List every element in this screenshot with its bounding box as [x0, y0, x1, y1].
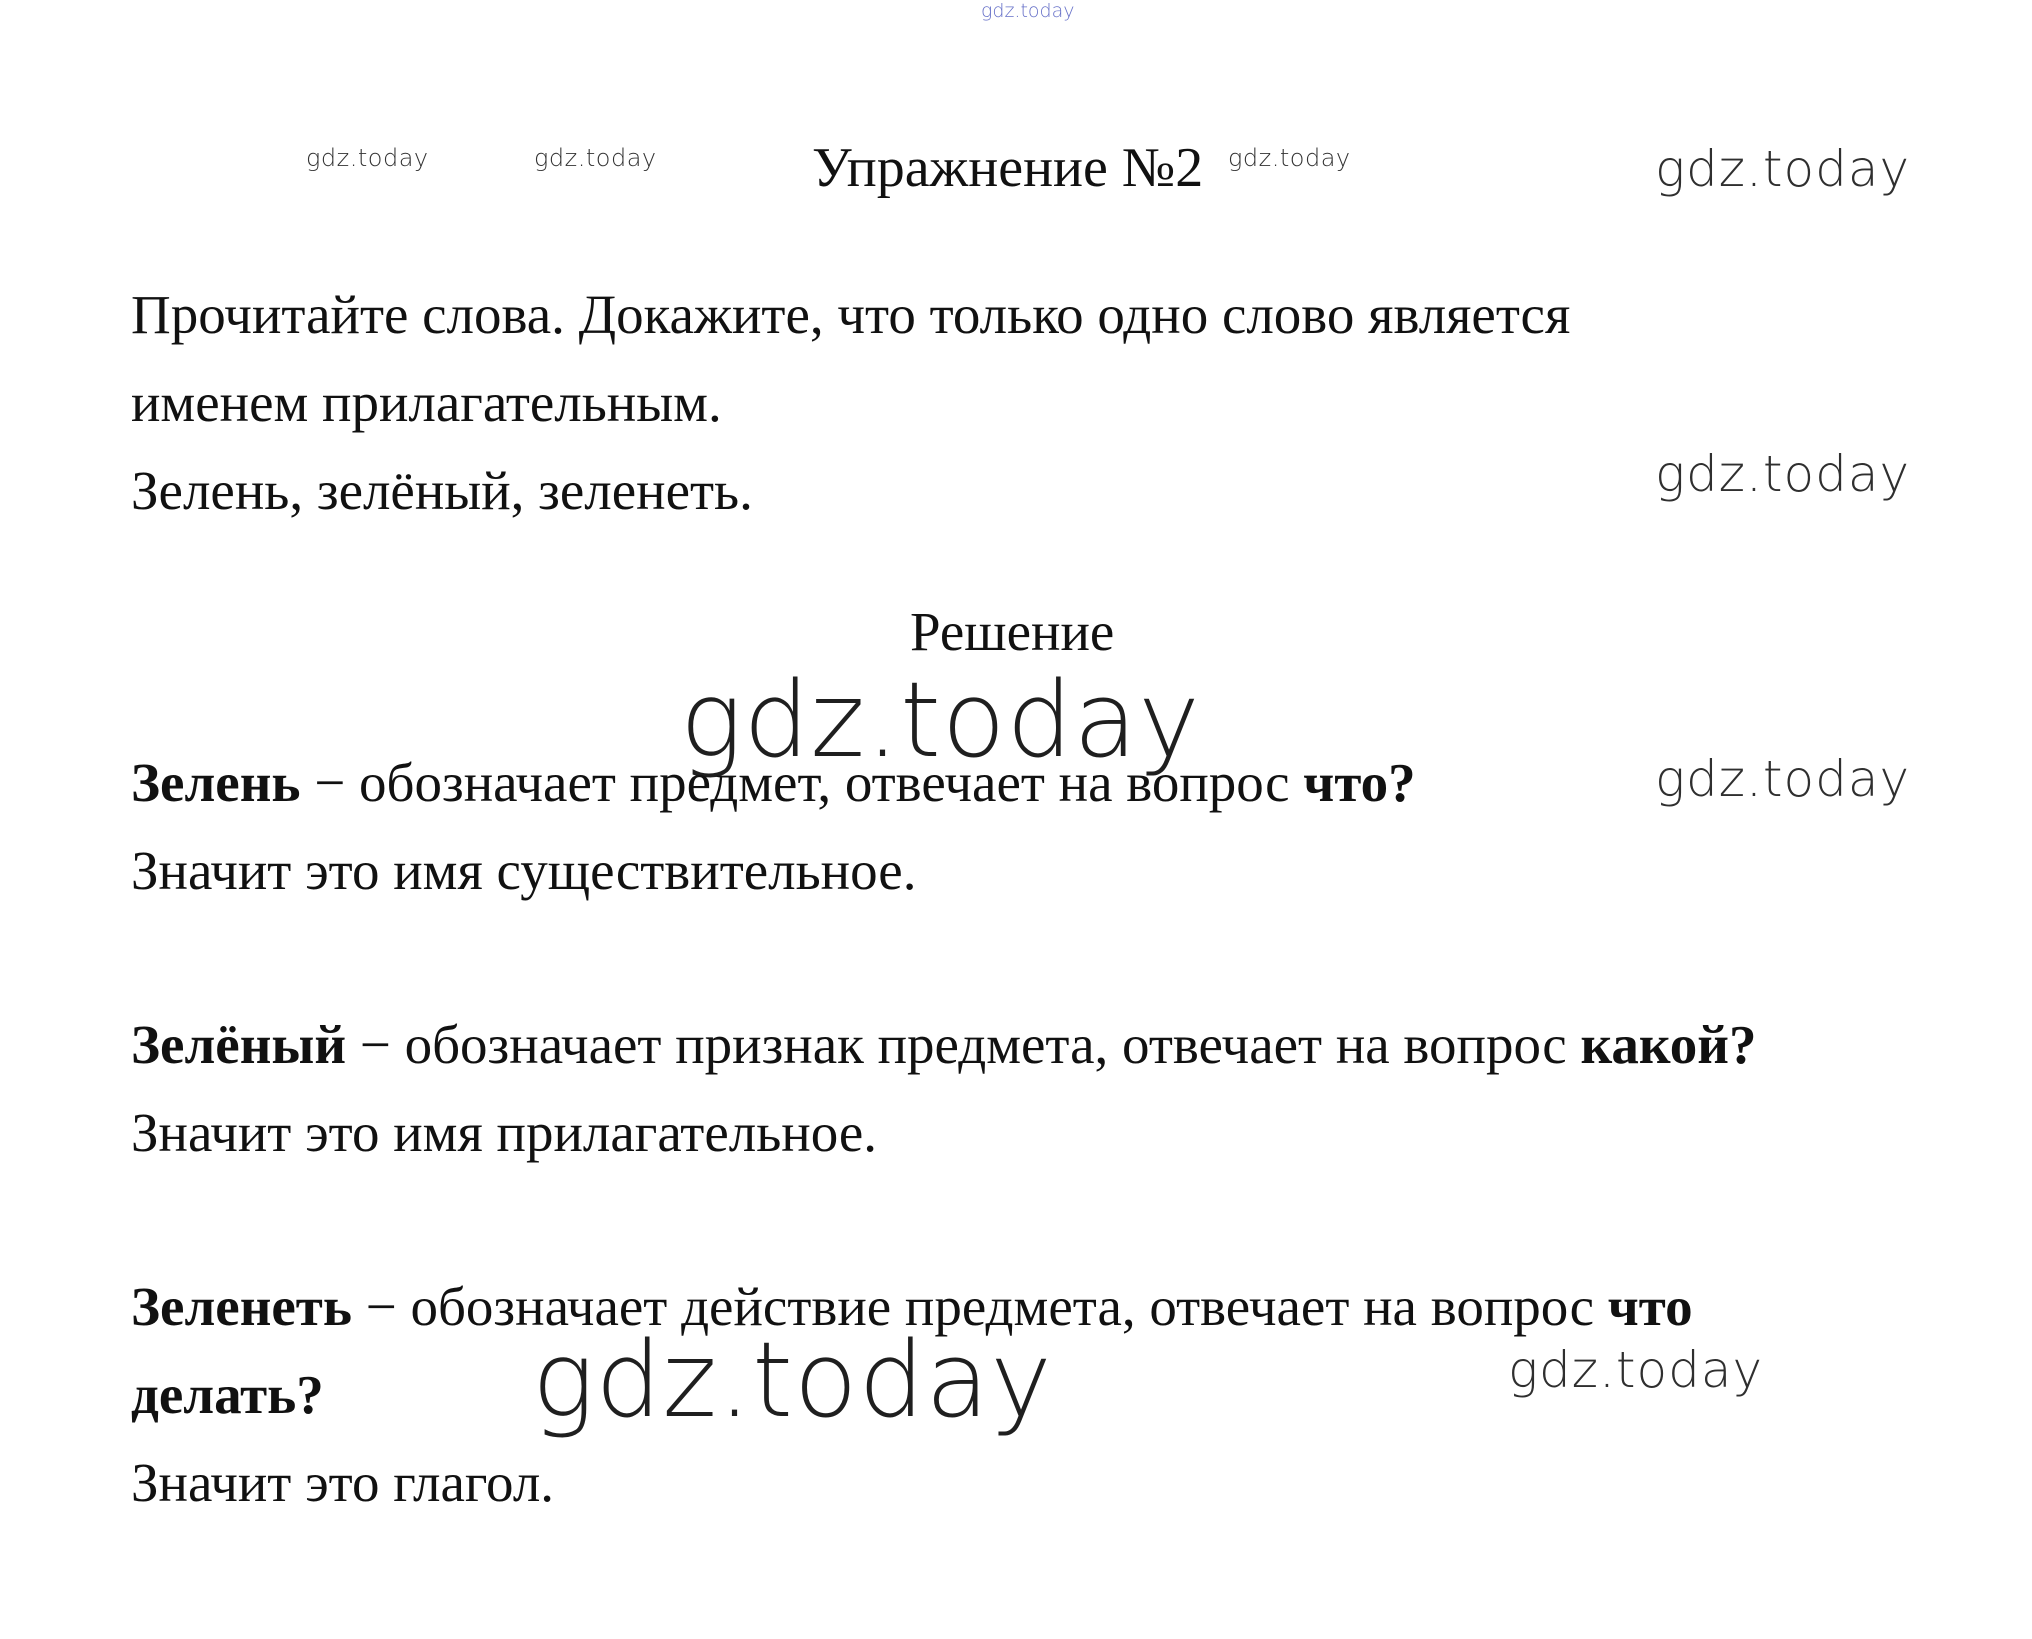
watermark-small-2: gdz.today — [534, 144, 657, 172]
watermark-large-1: gdz.today — [680, 659, 1201, 781]
item-1-dash: − — [300, 752, 360, 813]
watermark-medium-2: gdz.today — [1655, 445, 1911, 503]
solution-item-1-line — [131, 752, 1416, 813]
solution-item-3-line — [131, 1276, 1693, 1337]
solution-heading: Решение — [910, 601, 1115, 662]
exercise-title: Упражнение №2 — [812, 137, 1204, 199]
item-3-question-part2: делать? — [131, 1364, 324, 1425]
item-3-conclusion: Значит это глагол. — [131, 1452, 555, 1513]
item-3-dash: − — [351, 1276, 411, 1337]
watermark-medium-3: gdz.today — [1655, 750, 1911, 808]
item-1-description: обозначает предмет, отвечает на вопрос — [359, 752, 1304, 813]
watermark-small-3: gdz.today — [1228, 144, 1351, 172]
item-3-question-part1: что — [1607, 1276, 1693, 1337]
watermark-large-2: gdz.today — [532, 1319, 1053, 1441]
watermark-medium-4: gdz.today — [1508, 1341, 1764, 1399]
item-2-word: Зелёный — [131, 1014, 347, 1075]
watermark-small-1: gdz.today — [306, 144, 429, 172]
watermark-top: gdz.today — [981, 0, 1075, 22]
task-line-1: Прочитайте слова. Докажите, что только одно слово является — [131, 284, 1571, 345]
solution-item-2-line — [131, 1014, 1757, 1075]
item-2-description: обозначает признак предмета, отвечает на вопрос — [404, 1014, 1581, 1075]
item-3-description: обозначает действие предмета, отвечает на вопрос — [410, 1276, 1608, 1337]
item-2-question: какой? — [1580, 1014, 1757, 1075]
item-1-conclusion: Значит это имя существительное. — [131, 840, 917, 901]
item-2-conclusion: Значит это имя прилагательное. — [131, 1102, 878, 1163]
task-line-3: Зелень, зелёный, зеленеть. — [131, 460, 753, 521]
item-2-dash: − — [346, 1014, 405, 1075]
item-3-word: Зеленеть — [131, 1276, 352, 1337]
item-3-question-line — [131, 1364, 324, 1425]
item-1-question: что? — [1303, 752, 1416, 813]
watermark-medium-1: gdz.today — [1655, 140, 1911, 198]
item-1-word: Зелень — [131, 752, 301, 813]
task-line-2: именем прилагательным. — [131, 372, 722, 433]
